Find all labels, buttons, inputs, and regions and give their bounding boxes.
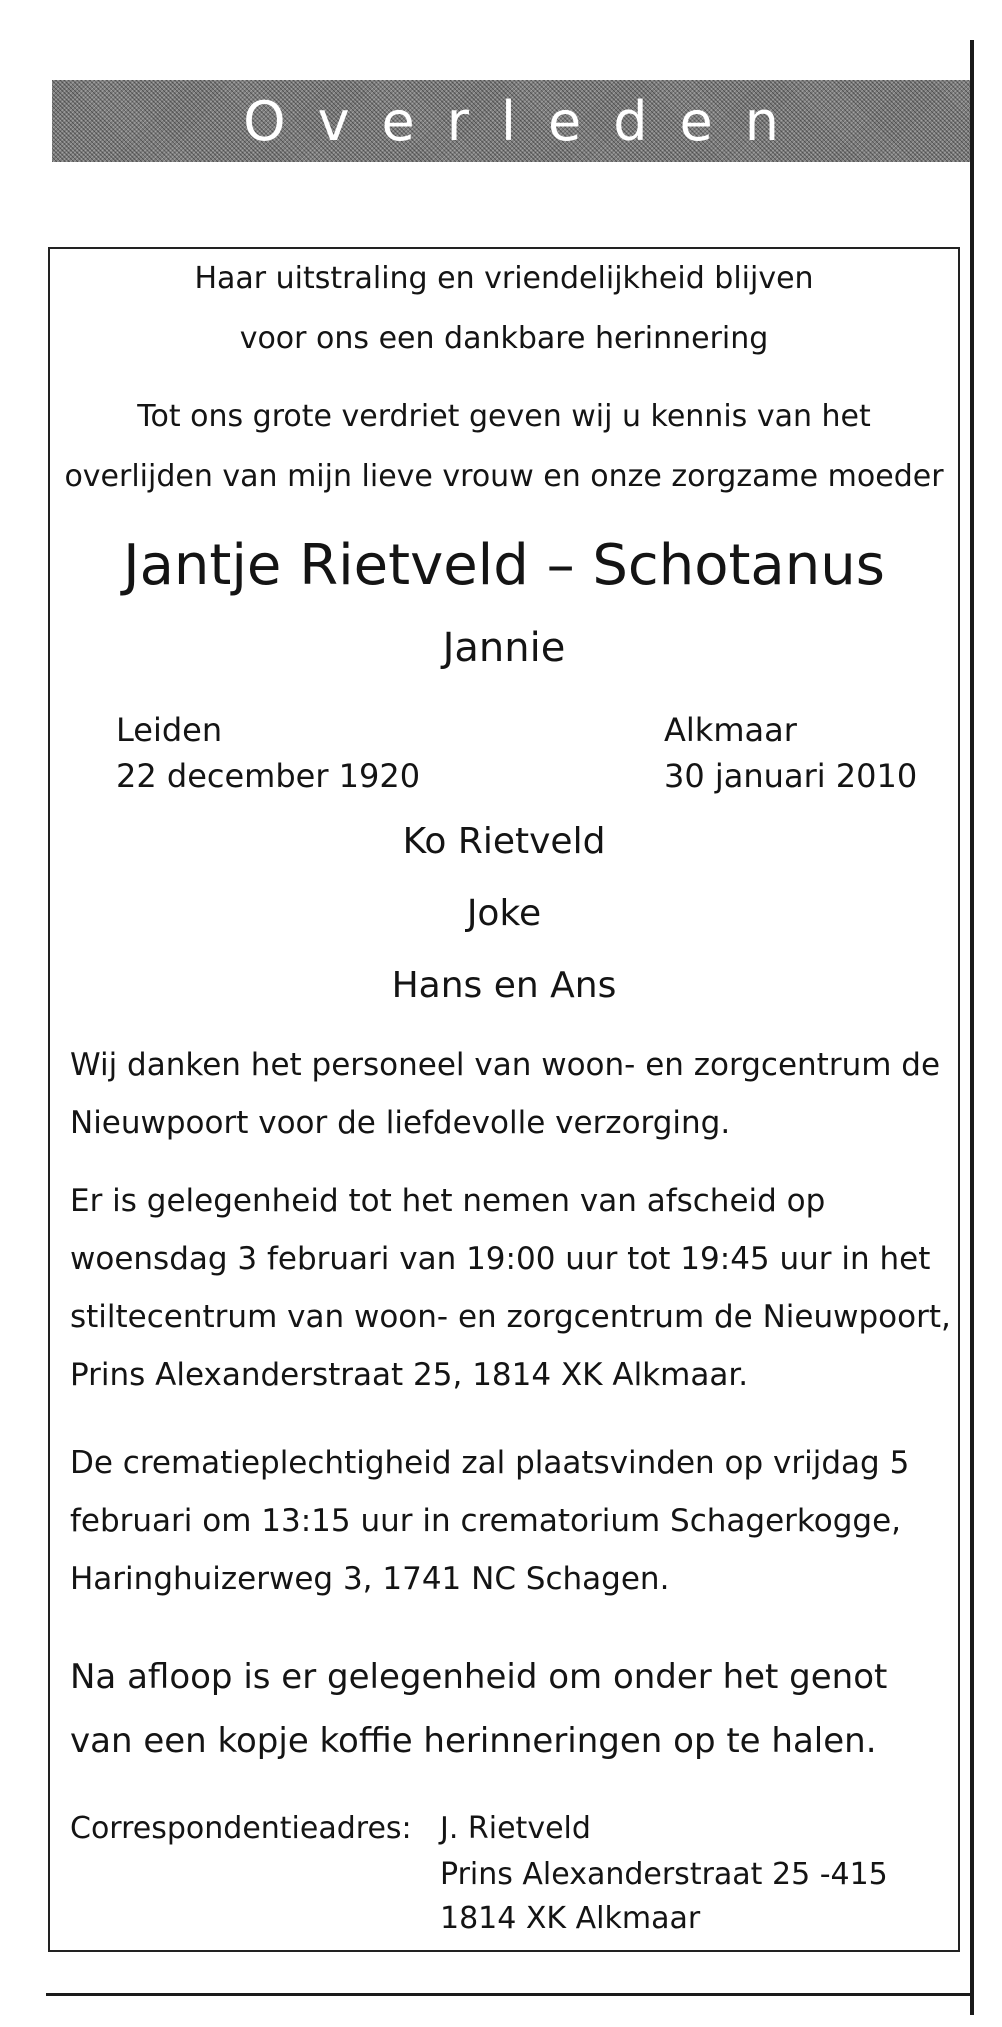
death-date: 30 januari 2010 <box>664 757 918 795</box>
farewell-line-3: stiltecentrum van woon- en zorgcentrum de Nieuwpoort, <box>70 1299 951 1335</box>
family-member-1: Ko Rietveld <box>402 821 606 862</box>
section-title: Overleden <box>243 89 811 153</box>
correspondence-street: Prins Alexanderstraat 25 -415 <box>440 1857 888 1892</box>
bottom-border-rule <box>46 1993 972 1996</box>
death-place: Alkmaar <box>664 711 797 749</box>
intro-line-1: Tot ons grote verdriet geven wij u kennis van het <box>137 399 871 434</box>
motto-line-1: Haar uitstraling en vriendelijkheid blijven <box>194 261 814 296</box>
family-member-3: Hans en Ans <box>391 965 617 1006</box>
deceased-name: Jantje Rietveld – Schotanus <box>123 533 885 598</box>
family-member-2: Joke <box>466 893 542 934</box>
farewell-line-2: woensdag 3 februari van 19:00 uur tot 19:45 uur in het <box>70 1241 931 1277</box>
thanks-line-1: Wij danken het personeel van woon- en zorgcentrum de <box>70 1047 941 1083</box>
coffee-line-2: van een kopje koffie herinneringen op te halen. <box>70 1721 877 1761</box>
death-announcement <box>48 247 960 1952</box>
intro-line-2: overlijden van mijn lieve vrouw en onze zorgzame moeder <box>64 459 944 494</box>
coffee-line-1: Na afloop is er gelegenheid om onder het genot <box>70 1657 888 1697</box>
section-header-banner <box>52 80 970 162</box>
birth-place: Leiden <box>116 711 223 749</box>
correspondence-name: J. Rietveld <box>440 1811 591 1846</box>
thanks-line-2: Nieuwpoort voor de liefdevolle verzorging. <box>70 1105 731 1141</box>
deceased-nickname: Jannie <box>442 625 566 671</box>
motto-line-2: voor ons een dankbare herinnering <box>239 321 769 356</box>
farewell-line-4: Prins Alexanderstraat 25, 1814 XK Alkmaar. <box>70 1357 749 1393</box>
right-border-rule <box>970 40 974 2015</box>
farewell-line-1: Er is gelegenheid tot het nemen van afscheid op <box>70 1183 826 1219</box>
birth-date: 22 december 1920 <box>116 757 421 795</box>
correspondence-label: Correspondentieadres: <box>70 1811 412 1846</box>
cremation-line-3: Haringhuizerweg 3, 1741 NC Schagen. <box>70 1561 670 1597</box>
correspondence-city: 1814 XK Alkmaar <box>440 1901 701 1936</box>
cremation-line-2: februari om 13:15 uur in crematorium Schagerkogge, <box>70 1503 901 1539</box>
cremation-line-1: De crematieplechtigheid zal plaatsvinden op vrijdag 5 <box>70 1445 910 1481</box>
